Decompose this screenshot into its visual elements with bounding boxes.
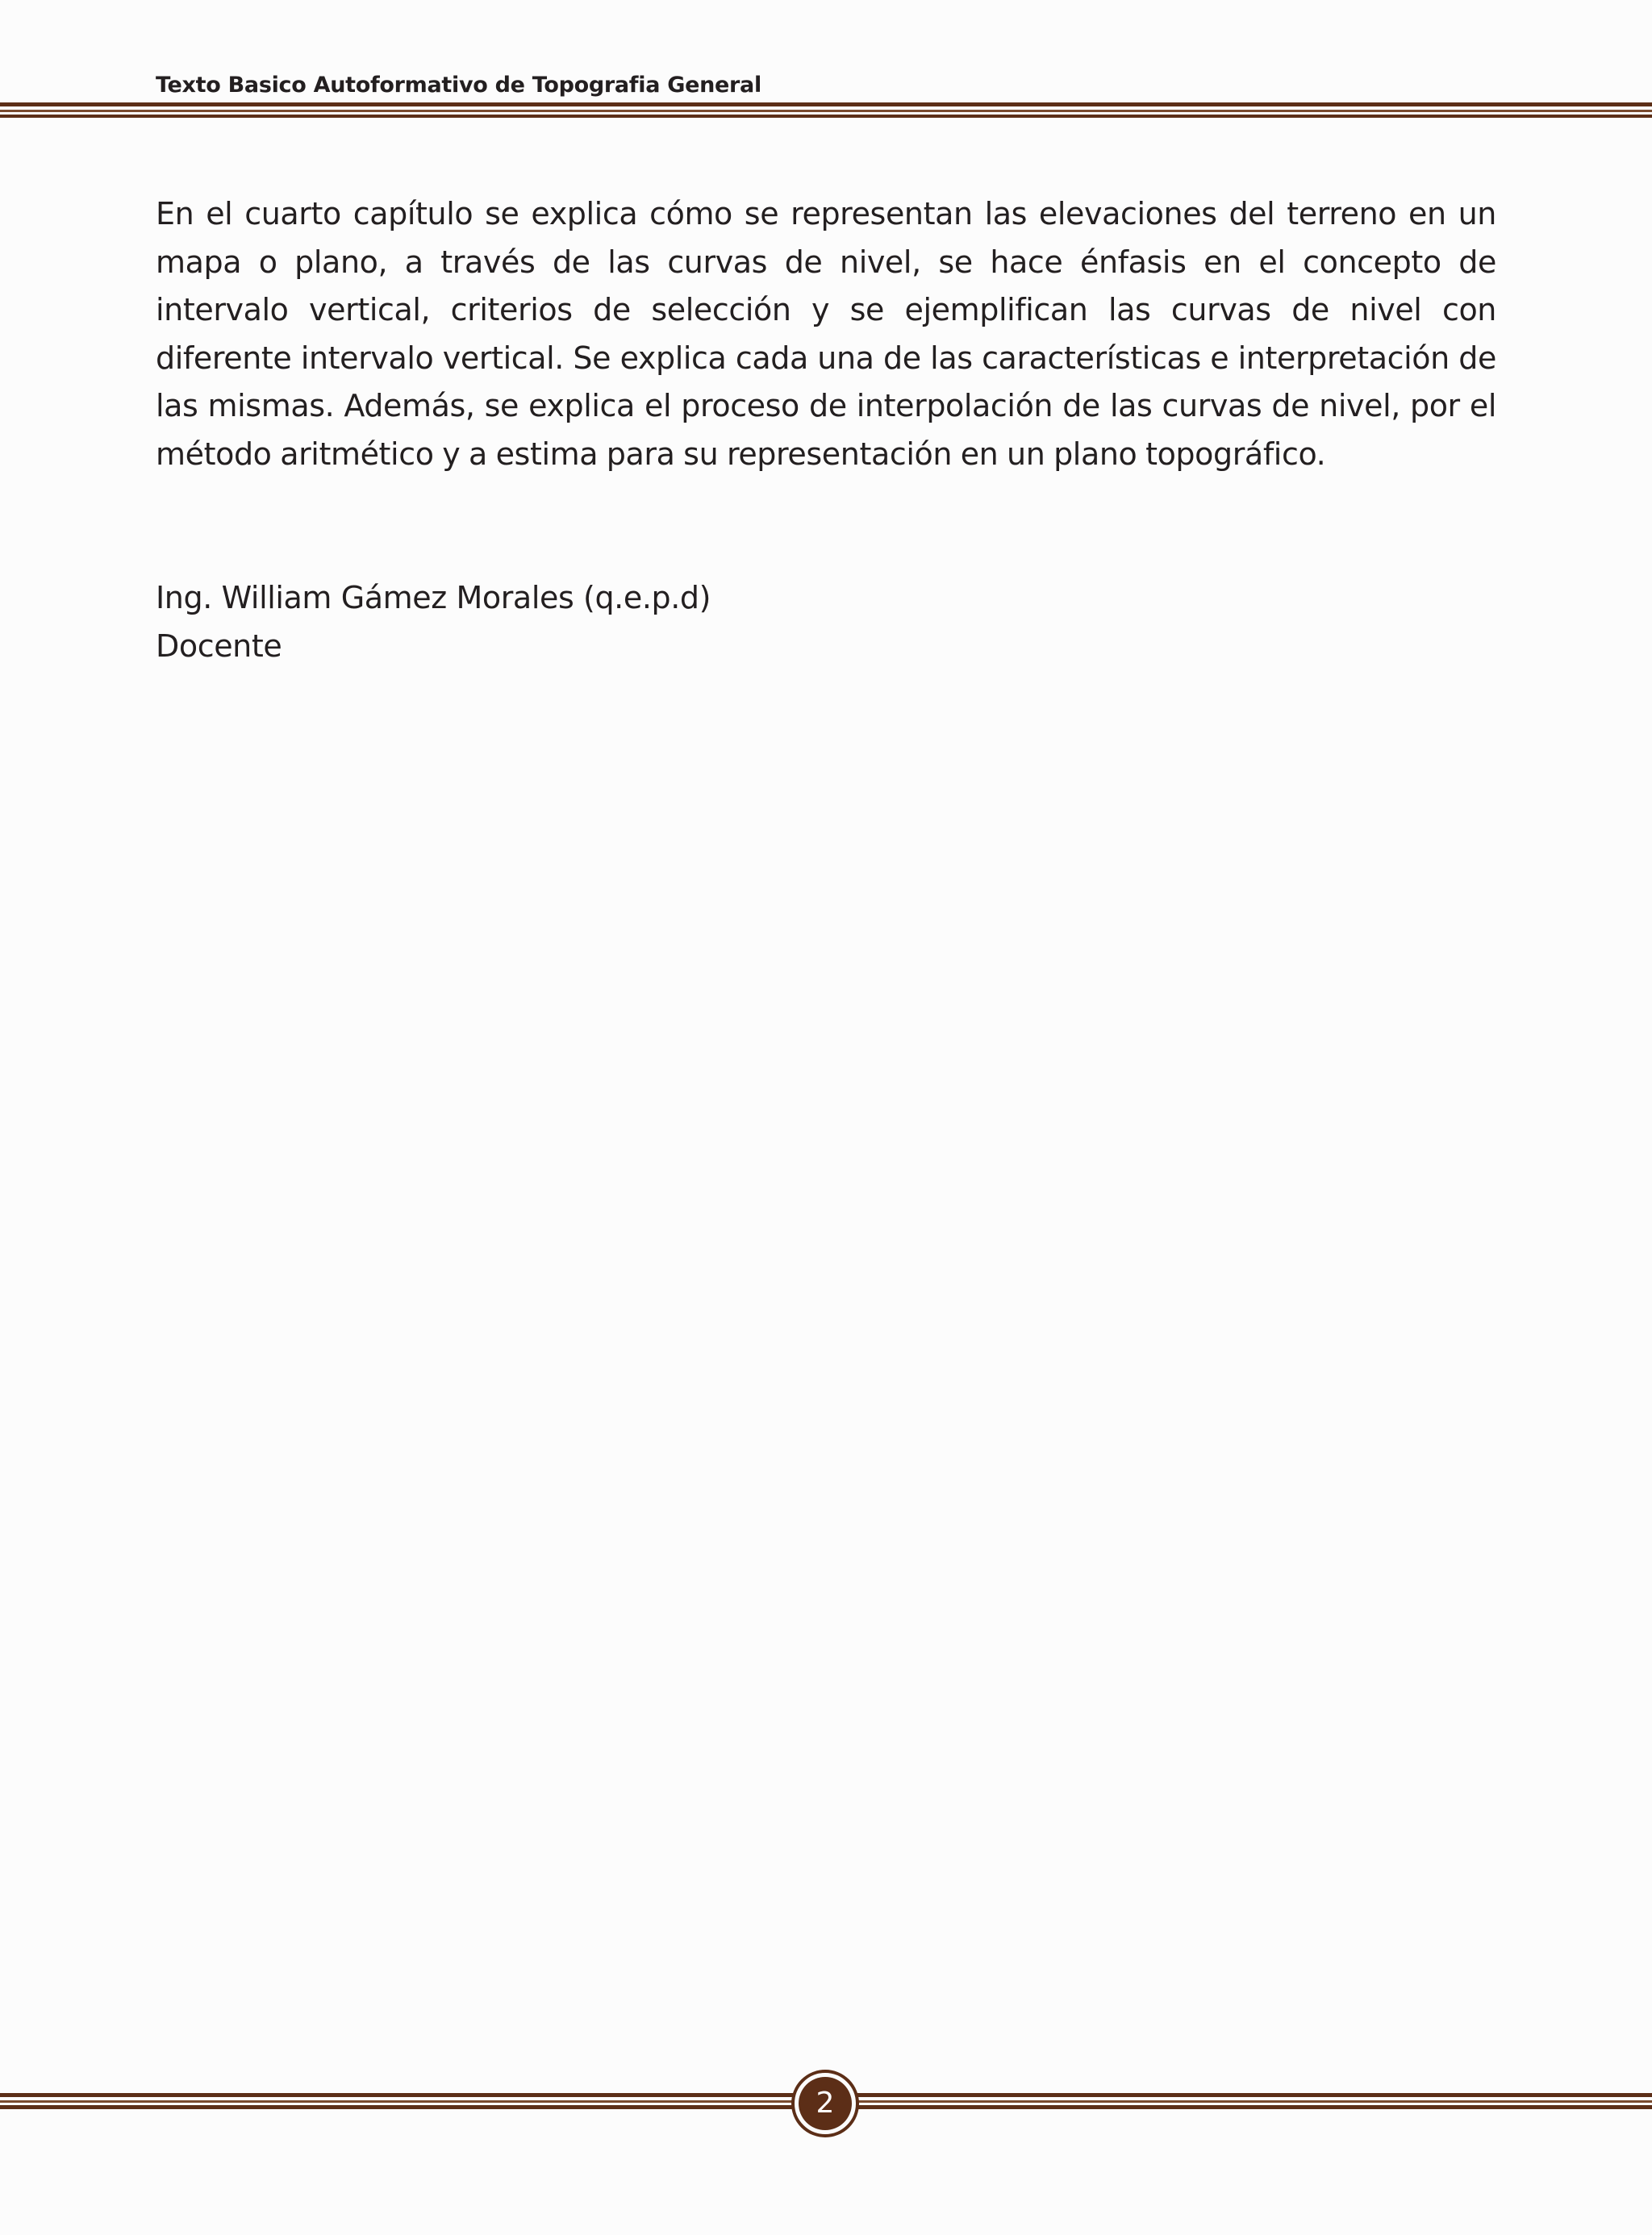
body-paragraph: En el cuarto capítulo se explica cómo se representan las elevaciones del terreno en un mapa o plano, a través de las curvas de nivel, se hace énfasis en el concepto de intervalo vertical, criterios de selección y se ejemplifican las curvas de nivel con diferente intervalo vertical. Se explica cada una de las características e interpretación de las mismas. Además, se explica el proceso de interpolación de las curvas de nivel, por el método aritmético y a estima para su representación en un plano topográfico. [156, 196, 1496, 472]
page-number: 2 [799, 2077, 852, 2130]
header-rule [0, 102, 1652, 119]
body-paragraph-container [156, 190, 1496, 478]
header-rule-line [0, 115, 1652, 118]
running-header-title: Texto Basico Autoformativo de Topografia General [156, 73, 761, 98]
signature-block [156, 574, 711, 670]
header-rule-line [0, 110, 1652, 112]
page-number-badge [791, 2070, 859, 2137]
header-rule-line [0, 102, 1652, 106]
signature-role: Docente [156, 628, 282, 664]
signature-name: Ing. William Gámez Morales (q.e.p.d) [156, 580, 711, 615]
